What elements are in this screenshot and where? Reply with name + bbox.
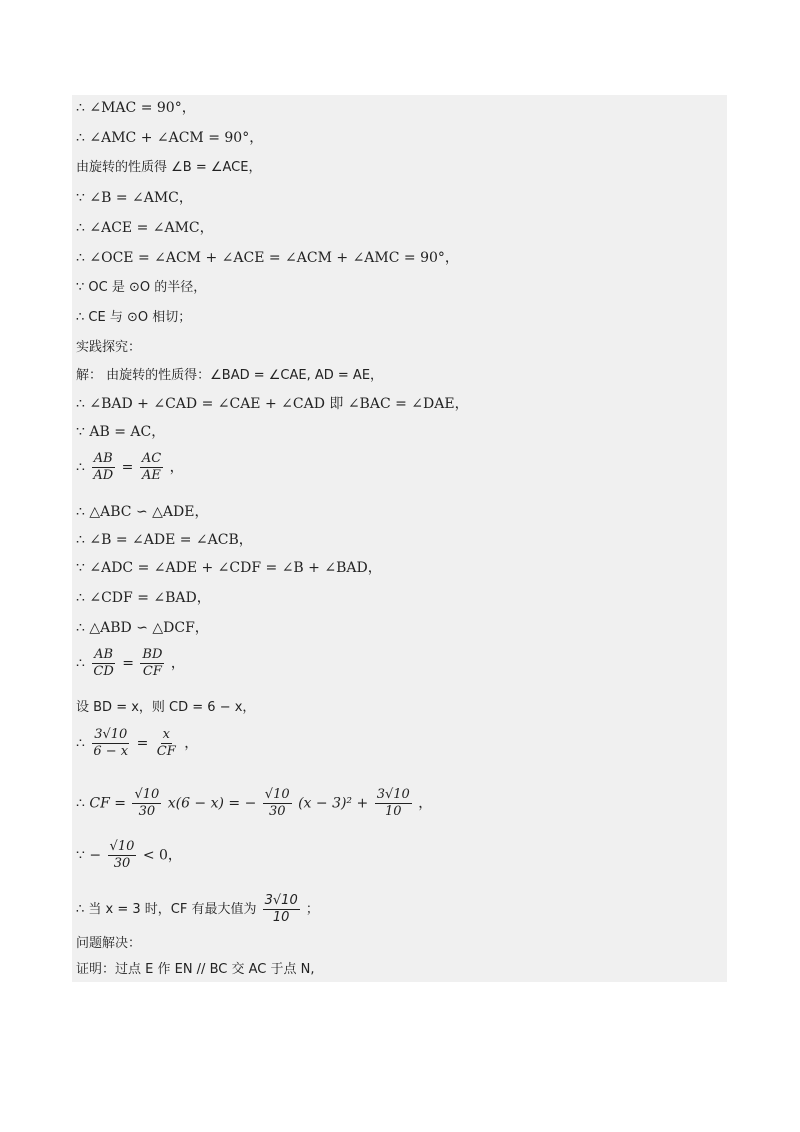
suffix: ，: [169, 459, 184, 476]
fraction-equation: [76, 893, 319, 926]
fraction: [140, 647, 164, 680]
text-line: 由旋转的性质得 ∠B = ∠ACE，: [76, 160, 262, 175]
fraction: [108, 839, 137, 872]
denominator: 30: [268, 804, 286, 819]
numerator: x: [162, 727, 170, 742]
numerator: 3√10: [376, 787, 410, 802]
denominator: 10: [384, 804, 402, 819]
fraction: [91, 727, 130, 760]
suffix: ，: [418, 795, 433, 812]
suffix: ，: [184, 735, 199, 752]
denominator: CD: [93, 664, 114, 679]
expression: x(6 − x) = −: [167, 795, 257, 812]
text-line: 解： 由旋转的性质得：∠BAD = ∠CAE, AD = AE，: [76, 368, 384, 383]
numerator: 3√10: [264, 893, 298, 908]
text-line: ∴ △ABD ∽ △DCF，: [76, 620, 209, 636]
suffix: ；: [305, 902, 319, 917]
operator: =: [136, 735, 149, 752]
lead: CF =: [89, 795, 126, 812]
denominator: AD: [93, 468, 114, 483]
text-line: ∵ ∠ADC = ∠ADE + ∠CDF = ∠B + ∠BAD，: [76, 560, 382, 576]
denominator: AE: [142, 468, 161, 483]
fraction-equation: [76, 647, 185, 680]
document-page: [72, 95, 727, 982]
denominator: 30: [138, 804, 156, 819]
text-line: ∴ CE 与 ⊙O 相切；: [76, 310, 192, 325]
text-line: ∴ ∠OCE = ∠ACM + ∠ACE = ∠ACM + ∠AMC = 90°，: [76, 250, 459, 266]
suffix: < 0，: [142, 847, 182, 864]
text-line: ∴ ∠ACE = ∠AMC，: [76, 220, 214, 236]
fraction: [91, 647, 115, 680]
text-line: ∴ ∠AMC + ∠ACM = 90°，: [76, 130, 264, 146]
numerator: AC: [141, 451, 162, 466]
text-line: ∴ ∠CDF = ∠BAD，: [76, 590, 211, 606]
prefix: ∴: [76, 459, 85, 476]
fraction: [140, 451, 163, 484]
fraction-equation: [76, 839, 182, 872]
suffix: ，: [170, 655, 185, 672]
text-line: ∴ ∠B = ∠ADE = ∠ACB，: [76, 532, 253, 548]
operator: =: [121, 459, 134, 476]
denominator: 6 − x: [93, 744, 129, 759]
numerator: AB: [93, 451, 113, 466]
numerator: BD: [142, 647, 163, 662]
numerator: √10: [109, 839, 135, 854]
fraction: [375, 787, 412, 820]
text-line: ∴ ∠BAD + ∠CAD = ∠CAE + ∠CAD 即 ∠BAC = ∠DAE，: [76, 396, 469, 412]
expression: (x − 3)² +: [298, 795, 369, 812]
denominator: 10: [272, 910, 290, 925]
fraction-equation: [76, 727, 198, 760]
operator: =: [122, 655, 134, 672]
fraction: [263, 893, 300, 926]
section-heading: 实践探究：: [76, 340, 142, 355]
numerator: AB: [94, 647, 114, 662]
numerator: √10: [134, 787, 160, 802]
prefix: ∴: [76, 735, 85, 752]
numerator: 3√10: [94, 727, 128, 742]
text-line: 证明：过点 E 作 EN // BC 交 AC 于点 N,: [76, 962, 315, 977]
fraction: [91, 451, 115, 484]
text-line: ∵ ∠B = ∠AMC，: [76, 190, 193, 206]
prefix: ∴: [76, 655, 85, 672]
text-line: ∵ OC 是 ⊙O 的半径，: [76, 280, 207, 295]
section-heading: 问题解决：: [76, 936, 142, 951]
prefix: ∴: [76, 795, 85, 812]
denominator: 30: [113, 856, 131, 871]
text-line: ∵ AB = AC，: [76, 424, 166, 440]
prefix: ∵ −: [76, 847, 102, 864]
fraction-equation: [76, 451, 184, 484]
denominator: CF: [156, 744, 176, 759]
denominator: CF: [142, 664, 162, 679]
text-line: 设 BD = x，则 CD = 6 − x，: [76, 700, 256, 715]
fraction: [132, 787, 161, 820]
text-line: ∴ ∠MAC = 90°，: [76, 100, 196, 116]
fraction-equation: [76, 787, 432, 820]
text-line: ∴ △ABC ∽ △ADE，: [76, 504, 209, 520]
fraction: [263, 787, 292, 820]
numerator: √10: [264, 787, 290, 802]
prefix: ∴ 当 x = 3 时，CF 有最大值为: [76, 902, 257, 917]
fraction: [155, 727, 178, 760]
